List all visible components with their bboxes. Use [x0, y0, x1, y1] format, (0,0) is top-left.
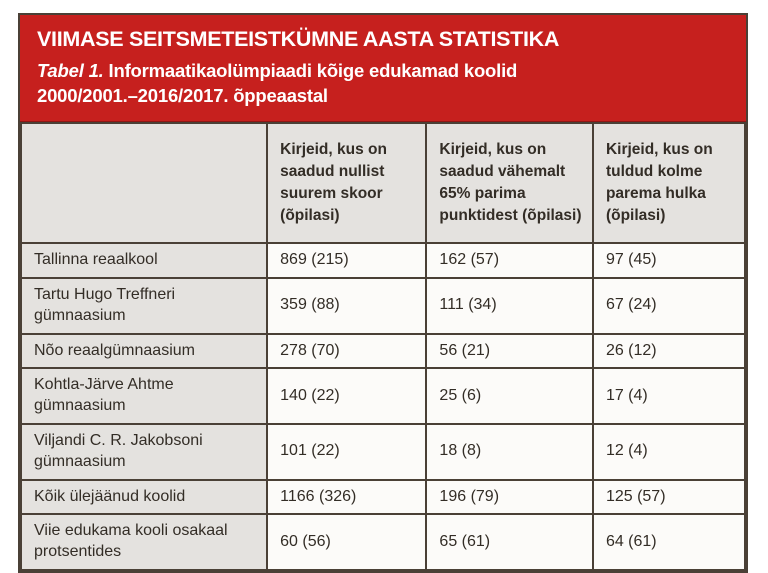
row-label: Kohtla-Järve Ahtme gümnaasium [21, 368, 267, 424]
statistics-panel [18, 13, 748, 573]
value-cell: 125 (57) [593, 480, 745, 515]
value-cell: 18 (8) [426, 424, 593, 480]
table-row [21, 480, 745, 515]
column-header-65-percent: Kirjeid, kus on saadud vähemalt 65% parima punktidest (õpilasi) [426, 123, 593, 243]
value-cell: 65 (61) [426, 514, 593, 570]
table-row [21, 514, 745, 570]
banner-title: VIIMASE SEITSMETEISTKÜMNE AASTA STATISTIKA [37, 27, 560, 51]
column-header-top-three: Kirjeid, kus on tuldud kolme parema hulka (õpilasi) [593, 123, 745, 243]
row-label: Kõik ülejäänud koolid [21, 480, 267, 515]
value-cell: 196 (79) [426, 480, 593, 515]
value-cell: 140 (22) [267, 368, 426, 424]
row-label: Tartu Hugo Treffneri gümnaasium [21, 278, 267, 334]
value-cell: 101 (22) [267, 424, 426, 480]
table-row [21, 278, 745, 334]
value-cell: 12 (4) [593, 424, 745, 480]
value-cell: 869 (215) [267, 243, 426, 278]
table-row [21, 334, 745, 369]
value-cell: 26 (12) [593, 334, 745, 369]
value-cell: 17 (4) [593, 368, 745, 424]
row-label: Viljandi C. R. Jakobsoni gümnaasium [21, 424, 267, 480]
value-cell: 278 (70) [267, 334, 426, 369]
banner-subtitle-text: Informaatikaolümpiaadi kõige edukamad koolid [103, 59, 518, 81]
row-label: Nõo reaalgümnaasium [21, 334, 267, 369]
value-cell: 64 (61) [593, 514, 745, 570]
value-cell: 25 (6) [426, 368, 593, 424]
value-cell: 67 (24) [593, 278, 745, 334]
column-header-nonzero-score: Kirjeid, kus on saadud nullist suurem skoor (õpilasi) [267, 123, 426, 243]
value-cell: 97 (45) [593, 243, 745, 278]
value-cell: 1166 (326) [267, 480, 426, 515]
banner [20, 15, 746, 122]
value-cell: 162 (57) [426, 243, 593, 278]
table-row [21, 424, 745, 480]
value-cell: 111 (34) [426, 278, 593, 334]
table-row [21, 368, 745, 424]
column-header-empty [21, 123, 267, 243]
banner-period: 2000/2001.–2016/2017. õppeaastal [37, 85, 328, 107]
table-row [21, 243, 745, 278]
row-label: Viie edukama kooli osakaal protsentides [21, 514, 267, 570]
banner-subtitle [37, 58, 730, 83]
value-cell: 60 (56) [267, 514, 426, 570]
value-cell: 56 (21) [426, 334, 593, 369]
row-label: Tallinna reaalkool [21, 243, 267, 278]
header-row [21, 123, 745, 243]
value-cell: 359 (88) [267, 278, 426, 334]
statistics-table [20, 122, 746, 571]
table-number-label: Tabel 1. [37, 59, 104, 81]
